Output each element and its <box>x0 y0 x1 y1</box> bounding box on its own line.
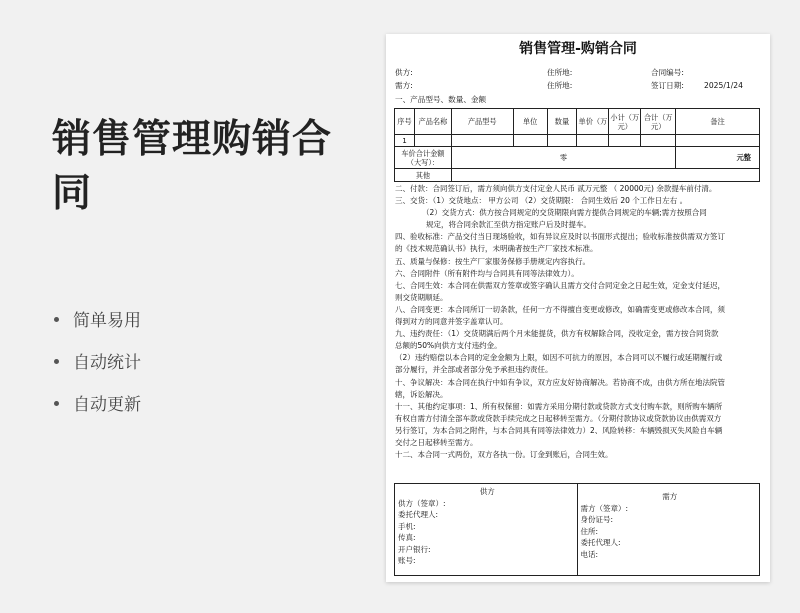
buyer-label: 需方: <box>395 81 413 90</box>
signature-line: 电话: <box>580 549 599 559</box>
row-number: 1 <box>395 135 415 147</box>
signature-line: 供方（签章）: <box>398 498 446 508</box>
feature-label: 自动统计 <box>73 353 141 373</box>
table-header: 合计（万元） <box>641 109 676 135</box>
feature-item <box>54 308 141 329</box>
address1-label: 住所地: <box>547 68 573 77</box>
table-header: 序号 <box>395 109 415 135</box>
signature-line: 身份证号: <box>580 515 614 524</box>
feature-item <box>54 392 141 413</box>
bullet-icon <box>54 401 59 406</box>
clause-line: 五、质量与保修：按生产厂家服务保修手册规定内容执行。 <box>395 256 590 266</box>
total-row <box>395 147 760 169</box>
table-header: 产品型号 <box>451 109 513 135</box>
clause-line: 交付之日起移转至需方。 <box>395 437 478 447</box>
contract-title: 销售管理-购销合同 <box>519 41 637 57</box>
clause-line: 得到对方的同意并签字盖章认可。 <box>395 317 508 327</box>
clause-line: 四、验收标准：产品交付当日现场验收，如有异议应及时以书面形式提出；验收标准按供需双方签订 <box>395 232 725 242</box>
clause-line: （2）交货方式：供方按合同规定的交货期限向需方提供合同规定的车辆;需方按照合同 <box>422 208 707 218</box>
contract-document <box>386 34 770 582</box>
clause-line: 十、争议解决：本合同在执行中如有争议，双方应友好协商解决。若协商不成，由供方所在地法院管 <box>395 377 725 387</box>
clause-line: 部分履行，并全部或者部分免予承担违约责任。 <box>395 365 553 375</box>
total-value: 零 <box>451 147 675 169</box>
other-label: 其他 <box>395 169 452 182</box>
table-header: 产品名称 <box>414 109 451 135</box>
clause-line: 十一、其他约定事项：1、所有权保留：如需方采用分期付款或贷款方式支付购车款，则所购车辆所 <box>395 401 723 411</box>
clause-line: 则交货期顺延。 <box>395 292 448 302</box>
table-header: 数量 <box>547 109 577 135</box>
supplier-signature <box>395 484 577 575</box>
clause-line: 十二、本合同一式两份，双方各执一份。订金到账后，合同生效。 <box>395 450 613 460</box>
table-header: 备注 <box>676 109 760 135</box>
signature-line: 开户银行: <box>398 544 431 554</box>
clause-line: 规定，将合同余款汇至供方指定账户后及时提车。 <box>426 220 591 230</box>
clause-line: 辖，诉讼解决。 <box>395 389 448 399</box>
section1-heading: 一、产品型号、数量、金额 <box>395 95 487 104</box>
table-header: 单位 <box>513 109 547 135</box>
feature-label: 自动更新 <box>73 395 141 415</box>
table-row <box>395 135 760 147</box>
buyer-signature <box>577 484 760 575</box>
clause-line: 九、违约责任：（1）交货期满后两个月未能提货，供方有权解除合同，没收定金，需方按合同货款 <box>395 329 719 339</box>
bullet-icon <box>54 317 59 322</box>
signature-line: 委托代理人: <box>580 538 621 547</box>
slide-title: 销售管理购销合同 <box>52 117 333 216</box>
supplier-label: 供方: <box>395 68 413 77</box>
product-table <box>394 108 760 182</box>
bullet-icon <box>54 359 59 364</box>
clause-line: 另行签订，为本合同之附件，与本合同具有同等法律效力）2、风险转移：车辆毁损灭失风险自车辆 <box>395 425 723 435</box>
clause-line: 七、合同生效：本合同在供需双方签章或签字确认且需方交付合同定金之日起生效，定金支付延迟， <box>395 280 725 290</box>
other-row <box>395 169 760 182</box>
clause-line: 的《技术规范确认书》执行，未明确者按生产厂家技术标准。 <box>395 244 598 254</box>
signature-line: 手机: <box>398 521 416 531</box>
clause-line: 总额的50%向供方支付违约金。 <box>395 341 502 351</box>
clause-line: 六、合同附件（所有附件均与合同具有同等法律效力）。 <box>395 268 579 278</box>
buyer-head: 需方 <box>662 492 678 501</box>
clause-line: （2）违约赔偿以本合同的定金金额为上限，如因不可抗力的原因，本合同可以不履行或延期履行或 <box>395 353 723 363</box>
clause-line: 八、合同变更：本合同所订一切条款，任何一方不得擅自变更或修改，如确需变更或修改本合同，须 <box>395 304 725 314</box>
total-label: 车价合计金额（大写）： <box>395 147 452 169</box>
supplier-head: 供方 <box>479 487 495 496</box>
feature-label: 简单易用 <box>73 311 141 331</box>
feature-list <box>54 308 141 434</box>
sign-date-label: 签订日期: <box>651 81 684 90</box>
signature-line: 账号: <box>398 556 416 565</box>
signature-line: 传真: <box>398 533 416 542</box>
table-header: 单价（万 <box>577 109 609 135</box>
total-unit: 元整 <box>676 147 760 169</box>
address2-label: 住所地: <box>547 81 573 90</box>
clause-line: 有权自需方付清全部车款或贷款手续完成之日起移转至需方。（分期付款协议或贷款协议由供需双方 <box>395 413 722 423</box>
table-header: 小计（万元） <box>609 109 641 135</box>
clause-line: 二、付款：合同签订后，需方须向供方支付定金人民币 贰万元整 （ 20000元) 余款提车前付清。 <box>395 184 717 193</box>
signature-block <box>394 483 760 576</box>
signature-line: 需方（签章）: <box>580 503 629 513</box>
feature-item <box>54 350 141 371</box>
sign-date-value: 2025/1/24 <box>704 81 743 90</box>
signature-line: 委托代理人: <box>398 510 439 519</box>
signature-line: 住所: <box>580 526 599 536</box>
clause-line: 三、交货：（1）交货地点： 甲方公司 （2）交货期限： 合同生效后 20 个工作日左右 。 <box>395 196 688 206</box>
contract-clauses <box>395 183 761 461</box>
contract-no-label: 合同编号: <box>651 68 684 77</box>
